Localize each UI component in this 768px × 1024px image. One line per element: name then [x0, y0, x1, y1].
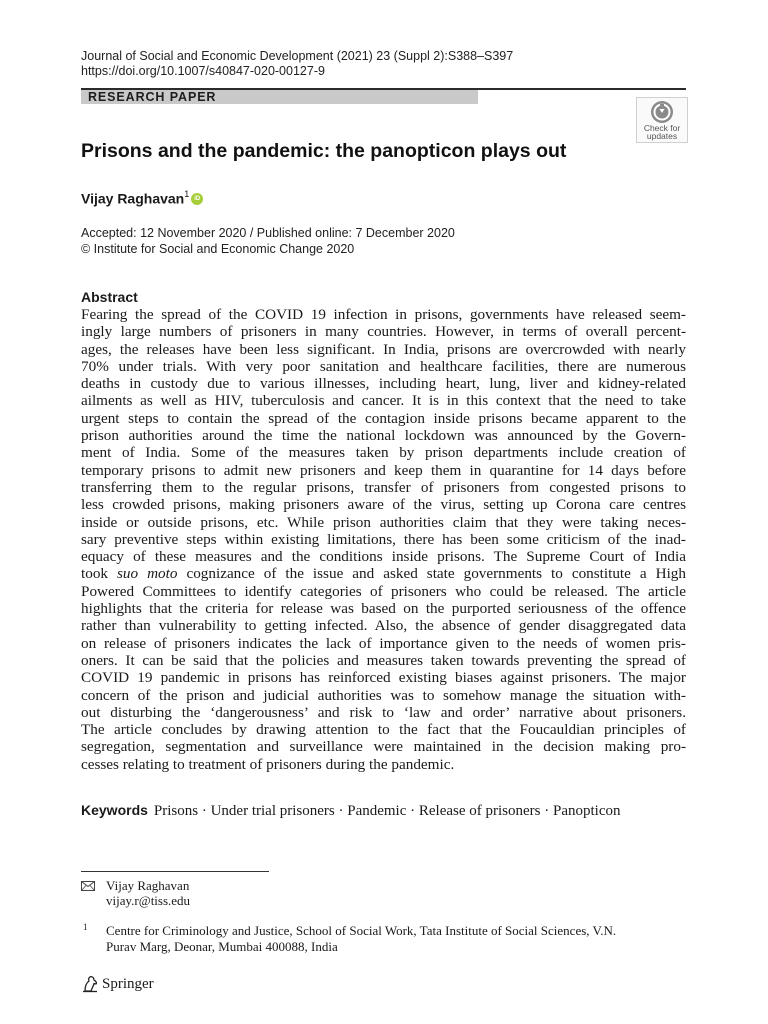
abstract-line: COVID 19 pandemic in prisons has reinforced existing biases against prisoners. The major	[81, 669, 686, 687]
abstract-line: urgent steps to contain the spread of the contagion inside prisons became apparent to the	[81, 409, 686, 427]
footnote-rule	[81, 871, 269, 872]
updates-badge-line1: Check for	[643, 123, 681, 133]
abstract-line: out disturbing the ‘dangerousness’ and risk to ‘law and order’ narrative about prisoners.	[81, 703, 686, 721]
abstract-line: highlights that the criteria for release was based on the purported seriousness of the offence	[81, 600, 686, 618]
keywords-label: Keywords	[81, 802, 148, 818]
author-name[interactable]: Vijay Raghavan	[81, 190, 185, 207]
journal-citation	[81, 49, 513, 79]
orcid-label: iD	[194, 195, 201, 202]
check-updates-icon	[650, 100, 674, 124]
corresponding-email[interactable]: vijay.r@tiss.edu	[106, 893, 191, 908]
abstract-line: oners. It can be said that the policies and measures taken towards preventing the spread of	[81, 651, 686, 669]
abstract-body	[81, 306, 686, 773]
publisher-name: Springer	[102, 976, 154, 992]
doi-link[interactable]: https://doi.org/10.1007/s40847-020-00127-9	[81, 64, 325, 78]
abstract-line: on release of prisoners indicates the lack of importance given to the needs of women pris-	[81, 634, 686, 652]
affiliation	[106, 923, 656, 954]
abstract-line: ages, the releases have been less significant. In India, prisons are overcrowded with nearly	[81, 340, 686, 358]
abstract-line: segregation, segmentation and surveillance were maintained in the decision making pro-	[81, 738, 686, 756]
abstract-line: equacy of these measures and the conditions inside prisons. The Supreme Court of India	[81, 548, 686, 566]
abstract-heading: Abstract	[81, 289, 138, 305]
affiliation-line: Centre for Criminology and Justice, School of Social Work, Tata Institute of Social Sciences, V.N.	[106, 923, 617, 938]
abstract-line: cesses relating to treatment of prisoners during the pandemic.	[81, 755, 455, 773]
abstract-emphasis: suo moto	[117, 565, 178, 583]
springer-horse-icon	[81, 975, 99, 993]
abstract-line: Fearing the spread of the COVID 19 infection in prisons, governments have released seem-	[81, 306, 686, 323]
publication-dates	[81, 226, 455, 257]
article-title: Prisons and the pandemic: the panopticon plays out	[81, 140, 567, 162]
journal-line: Journal of Social and Economic Development (2021) 23 (Suppl 2):S388–S397	[81, 49, 514, 63]
copyright-notice: © Institute for Social and Economic Change 2020	[81, 241, 355, 256]
keywords-list: Prisons · Under trial prisoners · Pandemic · Release of prisoners · Panopticon	[153, 803, 621, 819]
orcid-icon[interactable]	[191, 193, 203, 205]
paper-type-label: RESEARCH PAPER	[88, 90, 217, 104]
keywords-line	[81, 800, 620, 821]
abstract-line: ment of India. Some of the measures taken by prison departments include creation of	[81, 444, 686, 462]
abstract-line: sary preventive steps within existing limitations, there has been some criticism of the inad-	[81, 530, 686, 548]
abstract-line: less crowded prisons, making prisoners aware of the virus, setting up Corona care centres	[81, 496, 686, 514]
author-affil-marker: 1	[184, 189, 190, 199]
abstract-line: transferring them to the regular prisons, transfer of prisoners from congested prisons to	[81, 478, 686, 496]
abstract-line: Powered Committees to identify categories of prisoners who could be released. The article	[81, 582, 686, 600]
envelope-icon	[81, 881, 95, 891]
abstract-line: ingly large numbers of prisoners in many countries. However, in terms of overall percent-	[81, 323, 686, 341]
abstract-line: took suo moto cognizance of the issue and asked state governments to constitute a High	[81, 565, 686, 583]
abstract-line: 70% under trials. With very poor sanitation and healthcare facilities, there are numerous	[81, 357, 686, 375]
abstract-line: prison authorities around the time the national lockdown was announced by the Govern-	[81, 427, 686, 445]
affiliation-number: 1	[83, 922, 88, 932]
abstract-line: inside or outside prisons, etc. While prison authorities claim that they were taking neces-	[81, 513, 686, 531]
abstract-line: concern of the prison and judicial authorities was to somehow manage the situation with-	[81, 686, 686, 704]
corresponding-name: Vijay Raghavan	[106, 878, 190, 893]
abstract-line: deaths in custody due to various illnesses, including heart, lung, liver and kidney-related	[81, 375, 686, 393]
abstract-line: rather than vulnerability to getting infected. Also, the absence of gender disaggregated data	[81, 617, 686, 635]
abstract-line: temporary prisons to admit new prisoners and keep them in quarantine for 14 days before	[81, 461, 686, 479]
affiliation-line: Purav Marg, Deonar, Mumbai 400088, India	[106, 938, 338, 954]
check-for-updates-badge[interactable]	[636, 97, 688, 143]
accepted-published-dates: Accepted: 12 November 2020 / Published online: 7 December 2020	[81, 226, 455, 240]
abstract-line: The article concludes by drawing attention to the fact that the Foucauldian principles of	[81, 721, 686, 739]
abstract-line: ailments as well as HIV, tuberculosis and cancer. It is in this context that the need to take	[81, 392, 686, 410]
updates-badge-line2: updates	[646, 131, 678, 141]
author-line	[81, 186, 203, 208]
